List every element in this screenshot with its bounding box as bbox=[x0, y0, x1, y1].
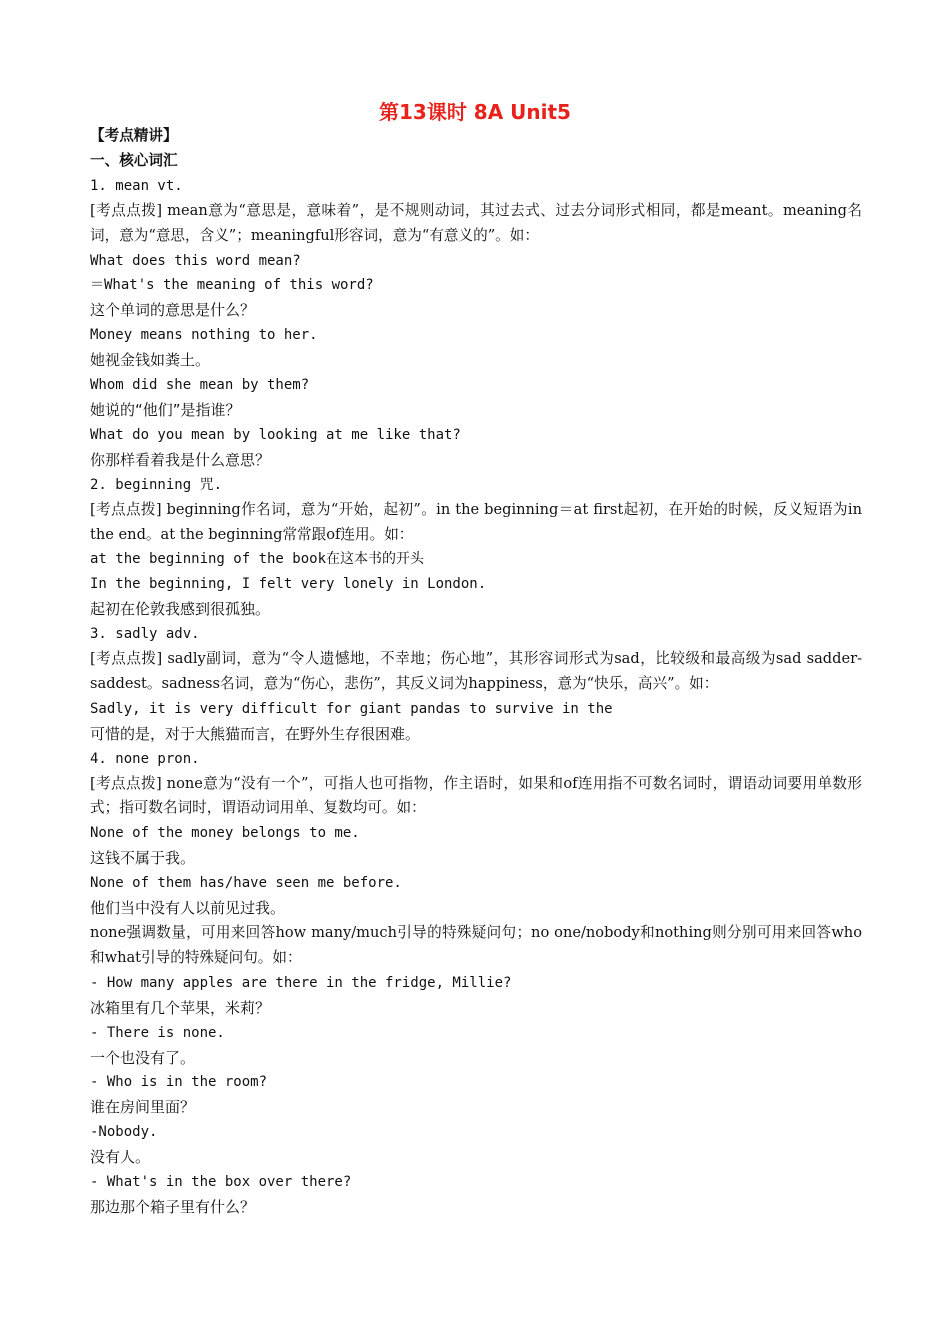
text-line: None of the money belongs to me. bbox=[90, 825, 360, 842]
text-line: 一个也没有了。 bbox=[90, 1048, 196, 1067]
text-line: What does this word mean? bbox=[90, 252, 301, 269]
text-line: at the beginning of the book在这本书的开头 bbox=[90, 551, 425, 568]
text-line: 谁在房间里面？ bbox=[90, 1098, 196, 1117]
text-line: 可惜的是，对于大熊猫而言，在野外生存很困难。 bbox=[90, 724, 421, 743]
text-line: none强调数量，可用来回答how many/much引导的特殊疑问句；no one/nobody和nothing则分别可用来回答who和what引导的特殊疑问句。如： bbox=[90, 924, 862, 966]
text-line: Sadly, it is very difficult for giant pandas to survive in the bbox=[90, 700, 613, 717]
text-line: - There is none. bbox=[90, 1024, 225, 1041]
text-line: 4. none pron. bbox=[90, 750, 200, 767]
text-line: 这钱不属于我。 bbox=[90, 849, 196, 868]
text-line: - What's in the box over there? bbox=[90, 1174, 352, 1191]
text-line: Money means nothing to her. bbox=[90, 327, 318, 344]
text-line: None of them has/have seen me before. bbox=[90, 875, 402, 892]
text-line: 起初在伦敦我感到很孤独。 bbox=[90, 600, 271, 619]
text-line: 这个单词的意思是什么？ bbox=[90, 301, 256, 320]
text-line: 3. sadly adv. bbox=[90, 626, 200, 643]
text-line: 她说的“他们”是指谁？ bbox=[90, 400, 241, 419]
text-line: - Who is in the room? bbox=[90, 1074, 268, 1091]
text-line: 2. beginning 咒. bbox=[90, 476, 223, 493]
text-line: [考点点拨] mean意为“意思是，意味着”，是不规则动词，其过去式、过去分词形式相同，都是meant。meaning名词，意为“意思，含义”；meaningful形容词，意为“有意义的”。如： bbox=[90, 201, 862, 244]
text-line: 那边那个箱子里有什么？ bbox=[90, 1197, 256, 1216]
text-line: 冰箱里有几个苹果，米莉？ bbox=[90, 998, 271, 1017]
text-line: 他们当中没有人以前见过我。 bbox=[90, 899, 286, 918]
text-line: Whom did she mean by them? bbox=[90, 377, 310, 394]
text-line: ＝What's the meaning of this word? bbox=[90, 277, 374, 294]
document-lines bbox=[90, 174, 862, 1220]
text-line: 1. mean vt. bbox=[90, 177, 183, 194]
page-title: 第13课时 8A Unit5 bbox=[379, 100, 571, 124]
text-line: 她视金钱如粪土。 bbox=[90, 351, 211, 370]
text-line: 你那样看着我是什么意思？ bbox=[90, 450, 271, 469]
text-line: [考点点拨] beginning作名词，意为“开始，起初”。in the beginning＝at first起初，在开始的时候，反义短语为in the end。at the beginning常常跟of连用。如： bbox=[90, 500, 862, 543]
subsection-heading: 一、核心词汇 bbox=[90, 151, 178, 169]
text-line: - How many apples are there in the fridge, Millie? bbox=[90, 974, 512, 991]
text-line: [考点点拨] none意为“没有一个”，可指人也可指物，作主语时，如果和of连用指不可数名词时，谓语动词要用单数形式；指可数名词时，谓语动词用单、复数均可。如： bbox=[90, 774, 862, 817]
text-line: [考点点拨] sadly副词，意为“令人遗憾地，不幸地；伤心地”，其形容词形式为sad，比较级和最高级为sad sadder-saddest。sadness名词，意为“伤心，悲伤”，其反义词为happiness，意为“快乐，高兴”。如： bbox=[90, 650, 863, 692]
text-line: What do you mean by looking at me like that? bbox=[90, 426, 461, 443]
document-body bbox=[90, 124, 862, 1220]
text-line: In the beginning, I felt very lonely in London. bbox=[90, 576, 487, 593]
section-header: 【考点精讲】 bbox=[90, 127, 178, 144]
text-line: 没有人。 bbox=[90, 1148, 151, 1167]
text-line: -Nobody. bbox=[90, 1124, 158, 1141]
